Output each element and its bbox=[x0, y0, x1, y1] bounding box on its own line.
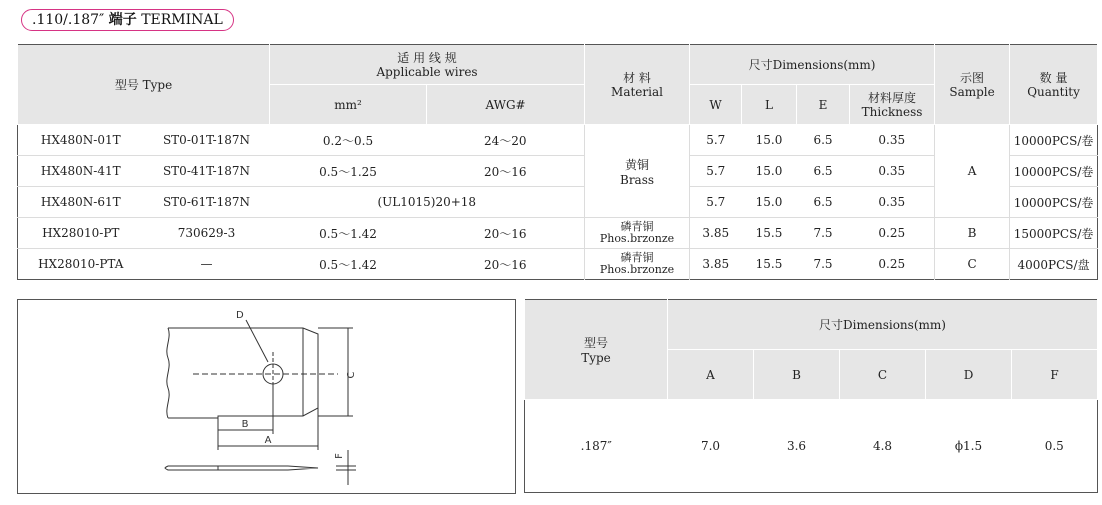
cell-e: 7.5 bbox=[813, 257, 833, 271]
cell-mm2: 0.2～0.5 bbox=[270, 125, 427, 156]
label-f: F bbox=[334, 453, 345, 459]
title-en: TERMINAL bbox=[141, 12, 223, 28]
cell-c: 4.8 bbox=[872, 439, 893, 453]
header-sample bbox=[935, 45, 1010, 125]
cell-a: 7.0 bbox=[700, 439, 721, 453]
header-qty-cn: 数 量 bbox=[1039, 70, 1068, 85]
cell-alt-model: ST0-41T-187N bbox=[144, 156, 270, 187]
header-wires-cn: 适 用 线 规 bbox=[397, 50, 457, 65]
material-cn: 磷青铜 bbox=[620, 220, 654, 233]
terminal-drawing-panel bbox=[17, 299, 516, 494]
table-row bbox=[525, 400, 1098, 493]
terminal-drawing bbox=[18, 300, 515, 493]
cell-d: ϕ1.5 bbox=[954, 439, 983, 453]
header-qty-en: Quantity bbox=[1027, 84, 1080, 99]
cell-sample: B bbox=[935, 218, 1010, 249]
cell-w: 5.7 bbox=[690, 125, 742, 156]
cell-l: 15.0 bbox=[742, 125, 797, 156]
cell-quantity: 10000PCS/卷 bbox=[1010, 156, 1098, 187]
header-thickness bbox=[850, 85, 935, 125]
cell-f: 0.5 bbox=[1044, 439, 1064, 453]
header-material-en: Material bbox=[611, 84, 663, 99]
header-applicable-wires bbox=[270, 45, 585, 85]
cell-thickness: 0.25 bbox=[878, 257, 906, 271]
cell-quantity: 15000PCS/卷 bbox=[1010, 218, 1098, 249]
label-a: A bbox=[264, 435, 272, 446]
header-w: W bbox=[690, 85, 742, 125]
cell-l: 15.5 bbox=[742, 218, 797, 249]
material-en: Phos.brzonze bbox=[599, 263, 675, 276]
header-e: E bbox=[797, 85, 850, 125]
cell-sample: C bbox=[935, 249, 1010, 280]
cell-model: HX480N-41T bbox=[18, 156, 144, 187]
cell-awg: 20～16 bbox=[483, 257, 527, 272]
header-type: 型号 Type bbox=[18, 45, 270, 125]
material-brass-cn: 黄铜 bbox=[625, 157, 650, 172]
cell-quantity: 10000PCS/卷 bbox=[1010, 187, 1098, 218]
header-material bbox=[585, 45, 690, 125]
cell-mm2: 0.5～1.25 bbox=[270, 156, 427, 187]
header-type bbox=[525, 300, 668, 400]
cell-material bbox=[585, 218, 690, 249]
header-dimensions: 尺寸Dimensions(mm) bbox=[668, 300, 1098, 350]
terminal-outline bbox=[168, 328, 318, 418]
header-awg: AWG# bbox=[427, 85, 585, 125]
table-row bbox=[18, 218, 1098, 249]
cell-type: .187″ bbox=[580, 439, 612, 453]
cell-material-brass bbox=[585, 125, 690, 218]
cell-e: 7.5 bbox=[797, 218, 850, 249]
material-en: Phos.brzonze bbox=[599, 232, 675, 245]
cell-quantity: 4000PCS/盘 bbox=[1017, 257, 1090, 272]
header-quantity bbox=[1010, 45, 1098, 125]
header-col-a: A bbox=[668, 350, 754, 400]
cell-quantity: 10000PCS/卷 bbox=[1010, 125, 1098, 156]
header-mm2: mm² bbox=[270, 85, 427, 125]
material-brass-en: Brass bbox=[620, 172, 655, 187]
header-material-cn: 材 料 bbox=[623, 70, 651, 85]
cell-l: 15.0 bbox=[742, 156, 797, 187]
label-c: C bbox=[346, 371, 357, 379]
material-cn: 磷青铜 bbox=[620, 251, 654, 264]
cell-alt-model: ST0-01T-187N bbox=[144, 125, 270, 156]
cell-awg: 20～16 bbox=[427, 218, 585, 249]
cell-model: HX28010-PT bbox=[18, 218, 144, 249]
header-dimensions: 尺寸Dimensions(mm) bbox=[690, 45, 935, 85]
terminal-side-view bbox=[165, 466, 318, 470]
label-b: B bbox=[241, 419, 249, 430]
table-row bbox=[18, 249, 1098, 280]
terminal-spec-table bbox=[17, 44, 1098, 280]
header-thick-cn: 材料厚度 bbox=[868, 90, 917, 105]
cell-e: 6.5 bbox=[797, 187, 850, 218]
cell-mm2: 0.5～1.42 bbox=[319, 257, 377, 272]
cell-thickness: 0.35 bbox=[850, 156, 935, 187]
cell-e: 6.5 bbox=[797, 125, 850, 156]
header-sample-cn: 示图 bbox=[960, 70, 985, 85]
cell-alt-model: 730629-3 bbox=[144, 218, 270, 249]
header-type-en: Type bbox=[581, 351, 611, 365]
table-row bbox=[18, 125, 1098, 156]
title-cn: 端子 bbox=[108, 12, 137, 28]
header-thick-en: Thickness bbox=[861, 104, 923, 119]
cell-model: HX28010-PTA bbox=[38, 257, 124, 271]
cell-e: 6.5 bbox=[797, 156, 850, 187]
cell-mm2: 0.5～1.42 bbox=[270, 218, 427, 249]
header-l: L bbox=[742, 85, 797, 125]
cell-model: HX480N-61T bbox=[18, 187, 144, 218]
label-d: D bbox=[236, 310, 244, 321]
header-col-f: F bbox=[1012, 350, 1098, 400]
cell-w: 5.7 bbox=[690, 156, 742, 187]
cell-alt-model: — bbox=[200, 257, 213, 271]
header-col-d: D bbox=[926, 350, 1012, 400]
header-col-c: C bbox=[840, 350, 926, 400]
cell-model: HX480N-01T bbox=[18, 125, 144, 156]
cell-wires-combined: (UL1015)20+18 bbox=[270, 187, 585, 218]
cell-w: 3.85 bbox=[690, 249, 742, 280]
cell-awg: 24～20 bbox=[427, 125, 585, 156]
cell-thickness: 0.35 bbox=[850, 187, 935, 218]
cell-l: 15.0 bbox=[742, 187, 797, 218]
d-leader bbox=[246, 320, 268, 362]
header-sample-en: Sample bbox=[949, 84, 995, 99]
header-col-b: B bbox=[754, 350, 840, 400]
cell-awg: 20～16 bbox=[427, 156, 585, 187]
dimension-table bbox=[524, 299, 1098, 493]
cell-b: 3.6 bbox=[786, 439, 807, 453]
cell-l: 15.5 bbox=[755, 257, 783, 271]
cell-w: 3.85 bbox=[690, 218, 742, 249]
cell-alt-model: ST0-61T-187N bbox=[144, 187, 270, 218]
cell-thickness: 0.35 bbox=[850, 125, 935, 156]
page-title bbox=[21, 9, 234, 31]
cell-thickness: 0.25 bbox=[850, 218, 935, 249]
title-prefix: .110/.187″ bbox=[32, 12, 105, 28]
break-line-top-view bbox=[167, 328, 169, 418]
cell-w: 5.7 bbox=[690, 187, 742, 218]
cell-sample-a: A bbox=[935, 125, 1010, 218]
header-type-cn: 型号 bbox=[583, 336, 608, 350]
header-wires-en: Applicable wires bbox=[376, 64, 478, 79]
cell-material bbox=[585, 249, 690, 280]
